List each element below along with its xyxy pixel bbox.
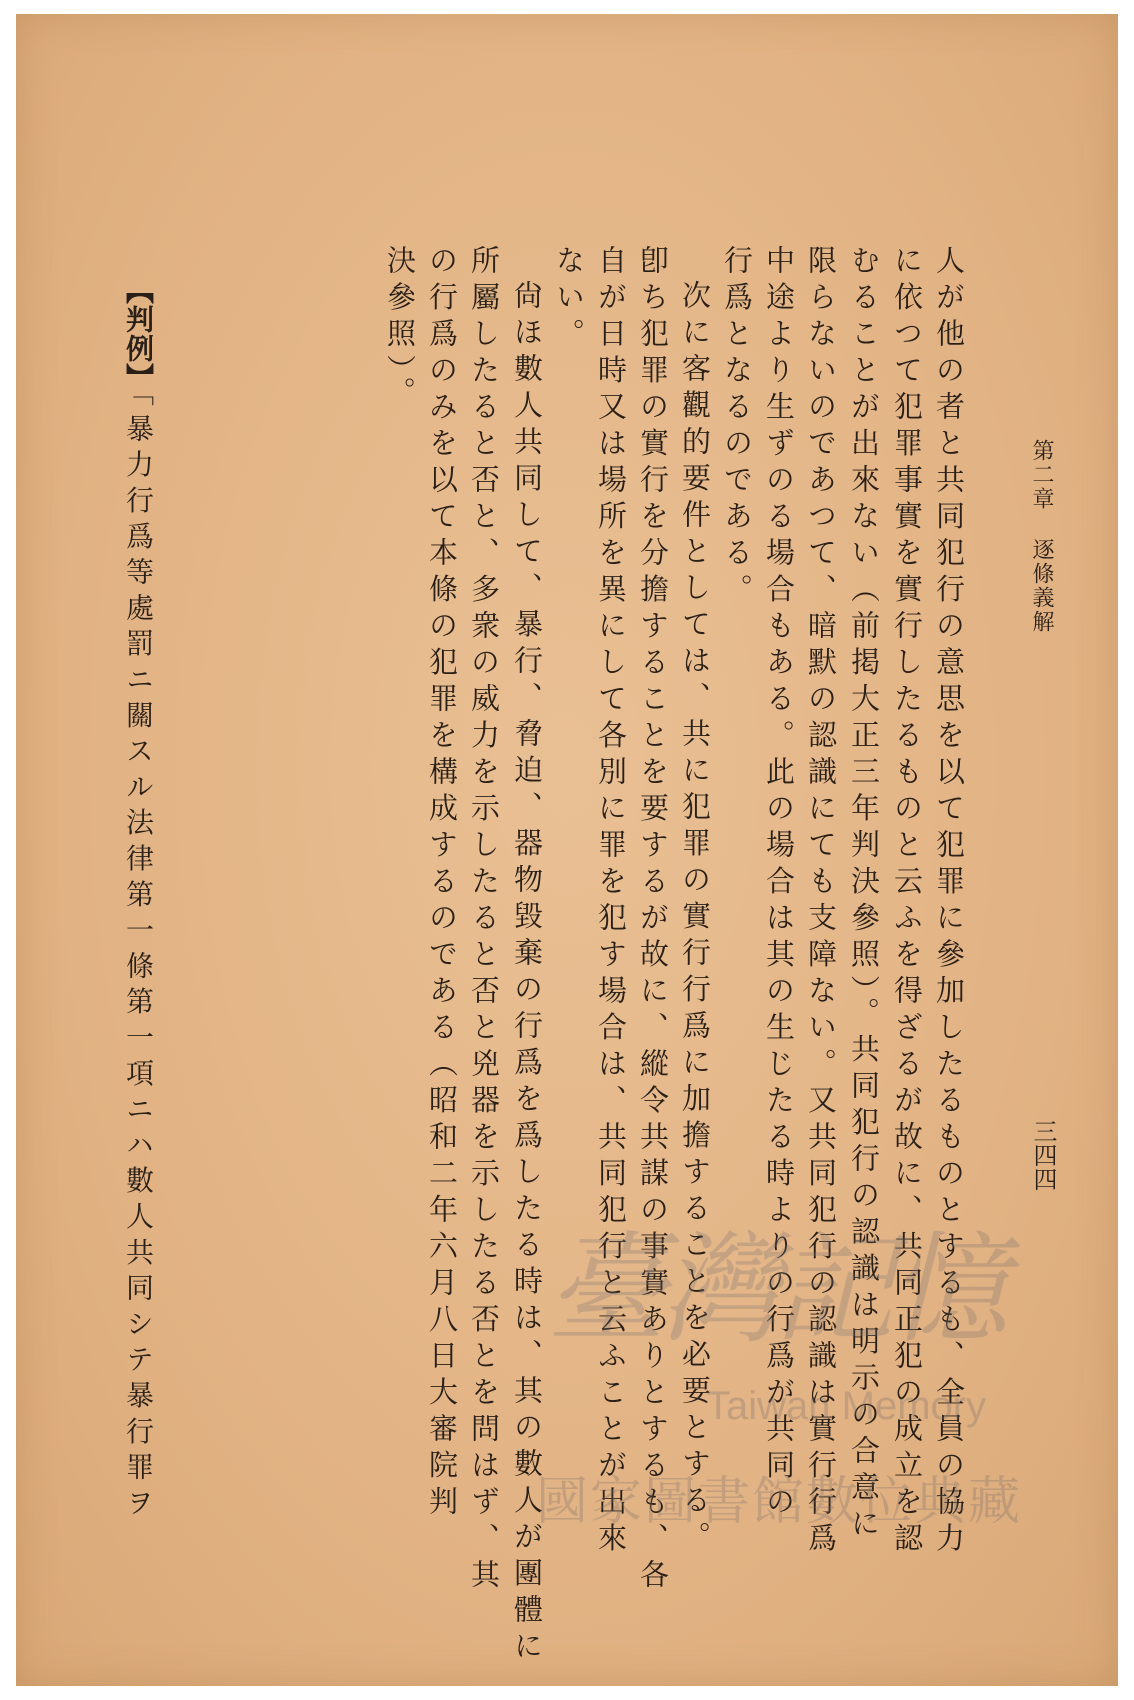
page: [16, 14, 1118, 1686]
watermark-main: 臺灣記憶: [546, 1221, 1002, 1360]
body-line: の行爲のみを以て本條の犯罪を構成するのである（昭和二年六月八日大審院判: [425, 245, 459, 1523]
body-line: ない。: [552, 245, 586, 355]
body-line: 決參照）。: [383, 245, 417, 413]
body-line: 限らないのであつて、暗默の認識にても支障ない。又共同犯行の認識は實行行爲: [804, 245, 838, 1559]
judgment-text: 「暴力行爲等處罰ニ關スル法律第一條第一項ニハ數人共同シテ暴行罪ヲ: [122, 392, 155, 1524]
body-line: 自が日時又は場所を異にして各別に罪を犯す場合は、共同犯行と云ふことが出來: [594, 245, 628, 1559]
judgment-tag: 【判例】: [122, 276, 155, 392]
judgment-note: [122, 276, 155, 1524]
watermark-english: Taiwan Memory: [706, 1384, 987, 1428]
body-line: 次に客觀的要件としては、共に犯罪の實行行爲に加擔することを必要とする。: [678, 280, 712, 1558]
body-line: 人が他の者と共同犯行の意思を以て犯罪に參加したるものとするも、全員の協力: [932, 245, 966, 1559]
watermark-chinese: 國家圖書館數位典藏: [536, 1472, 1023, 1532]
running-header: 第二章 逐條義解: [1029, 439, 1054, 634]
body-line: 卽ち犯罪の實行を分擔することを要するが故に、縱令共謀の事實ありとするも、各: [636, 245, 670, 1596]
body-line: 所屬したると否と、多衆の威力を示したると否と兇器を示したる否とを問はず、其: [467, 245, 501, 1596]
body-line: 尙ほ數人共同して、暴行、脅迫、器物毀棄の行爲を爲したる時は、其の數人が團體に: [510, 280, 544, 1667]
body-line: むることが出來ない（前掲大正三年判決參照）。共同犯行の認識は明示の合意に: [847, 245, 881, 1545]
page-number: 三四四: [1029, 1119, 1057, 1191]
body-line: に依つて犯罪事實を實行したるものと云ふを得ざるが故に、共同正犯の成立を認: [890, 245, 924, 1559]
body-line: 行爲となるのである。: [720, 245, 754, 610]
body-line: 中途より生ずのる場合もある。此の場合は其の生じたる時よりの行爲が共同の: [762, 245, 796, 1523]
